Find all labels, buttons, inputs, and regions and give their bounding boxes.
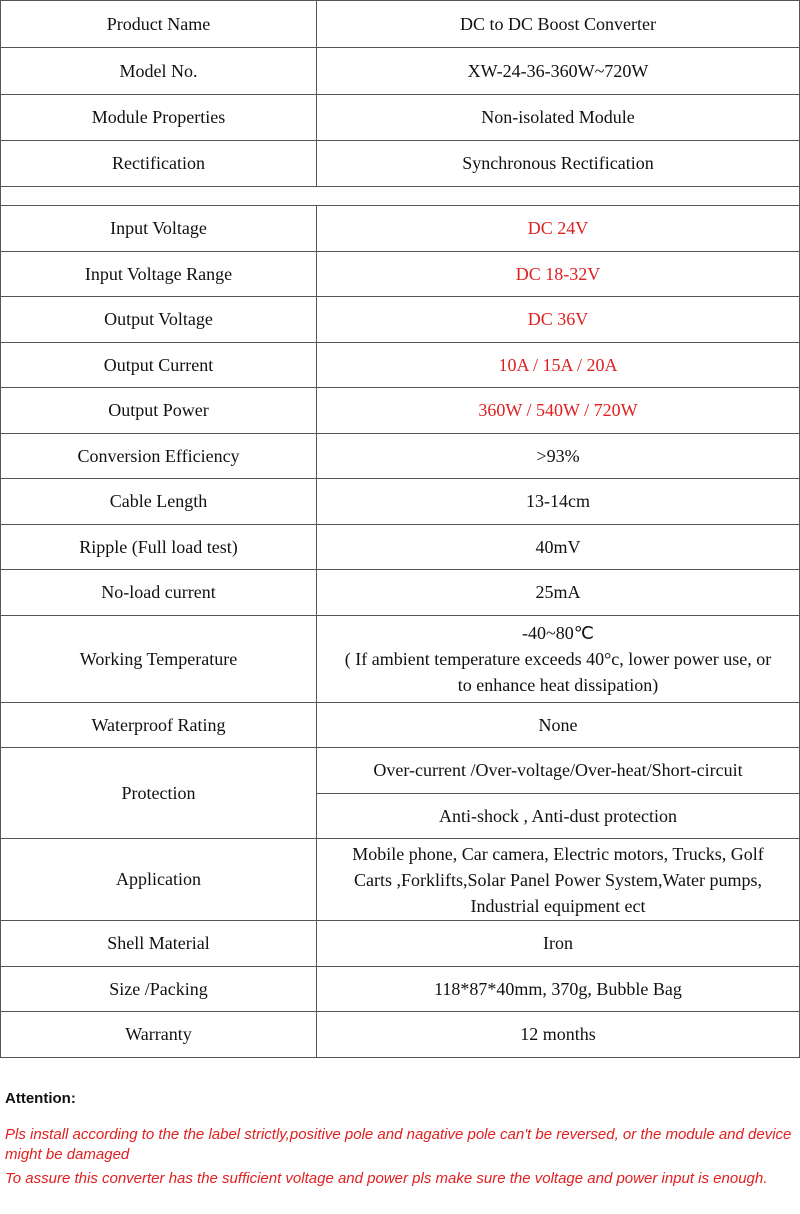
separator-cell [1, 187, 800, 206]
table-row [1, 921, 800, 967]
value-line: -40~80℃ [522, 623, 594, 643]
table-row [1, 1012, 800, 1058]
table-row [1, 48, 800, 95]
spec-value: None [317, 703, 800, 748]
table-row [1, 479, 800, 525]
spec-label: Ripple (Full load test) [1, 525, 317, 570]
value-line: Mobile phone, Car camera, Electric motors, Trucks, Golf [352, 843, 764, 864]
spec-label: Working Temperature [1, 616, 317, 703]
table-row [1, 748, 800, 794]
spec-value: Iron [317, 921, 800, 967]
spec-label: Output Power [1, 388, 317, 434]
table-row [1, 616, 800, 703]
spec-value: Non-isolated Module [317, 95, 800, 141]
spec-value: DC 24V [317, 206, 800, 252]
notes-section [5, 1090, 795, 1193]
spec-value: 12 months [317, 1012, 800, 1058]
separator-row [1, 187, 800, 206]
spec-label: Shell Material [1, 921, 317, 967]
warning-text: To assure this converter has the sufficient voltage and power pls make sure the voltage and power input is enough. [5, 1170, 768, 1187]
spec-value: 118*87*40mm, 370g, Bubble Bag [317, 967, 800, 1012]
spec-label: Output Current [1, 343, 317, 388]
spec-value: 25mA [317, 570, 800, 616]
table-row [1, 388, 800, 434]
attention-heading: Attention: [5, 1090, 76, 1107]
table-row [1, 703, 800, 748]
spec-label: Module Properties [1, 95, 317, 141]
spec-label: No-load current [1, 570, 317, 616]
value-line: to enhance heat dissipation) [457, 675, 659, 695]
spec-value: 13-14cm [317, 479, 800, 525]
table-row [1, 570, 800, 616]
spec-label: Product Name [1, 1, 317, 48]
spec-value: 10A / 15A / 20A [317, 343, 800, 388]
table-row [1, 434, 800, 479]
value-line: ( If ambient temperature exceeds 40°c, lower power use, or [344, 649, 772, 669]
spec-label: Application [1, 839, 317, 921]
spec-value: >93% [317, 434, 800, 479]
spec-label: Waterproof Rating [1, 703, 317, 748]
spec-value: Synchronous Rectification [317, 141, 800, 187]
spec-label: Model No. [1, 48, 317, 95]
spec-label: Size /Packing [1, 967, 317, 1012]
spec-value: 360W / 540W / 720W [317, 388, 800, 434]
spec-value: XW-24-36-360W~720W [317, 48, 800, 95]
spec-label: Input Voltage Range [1, 252, 317, 297]
spec-label: Cable Length [1, 479, 317, 525]
spec-value-multiline [317, 616, 800, 703]
spec-value: DC to DC Boost Converter [317, 1, 800, 48]
table-row [1, 252, 800, 297]
spec-label: Warranty [1, 1012, 317, 1058]
table-row [1, 206, 800, 252]
spec-label: Conversion Efficiency [1, 434, 317, 479]
table-row [1, 525, 800, 570]
table-row [1, 839, 800, 921]
table-row [1, 141, 800, 187]
table-row [1, 343, 800, 388]
table-row [1, 1, 800, 48]
spec-value: Over-current /Over-voltage/Over-heat/Short-circuit [317, 748, 800, 794]
spec-value: DC 36V [317, 297, 800, 343]
spec-label: Input Voltage [1, 206, 317, 252]
spec-label: Output Voltage [1, 297, 317, 343]
spec-label: Protection [1, 748, 317, 839]
warning-text: Pls install according to the the label strictly,positive pole and nagative pole can't be reversed, or the module and device might be damaged [5, 1126, 792, 1163]
spec-value-multiline [317, 839, 800, 921]
table-row [1, 297, 800, 343]
spec-label: Rectification [1, 141, 317, 187]
value-line: Carts ,Forklifts,Solar Panel Power System,Water pumps, [353, 869, 762, 890]
spec-value: 40mV [317, 525, 800, 570]
spec-value: DC 18-32V [317, 252, 800, 297]
value-line: Industrial equipment ect [470, 895, 646, 916]
table-row [1, 967, 800, 1012]
spec-value: Anti-shock , Anti-dust protection [317, 794, 800, 839]
table-row [1, 95, 800, 141]
